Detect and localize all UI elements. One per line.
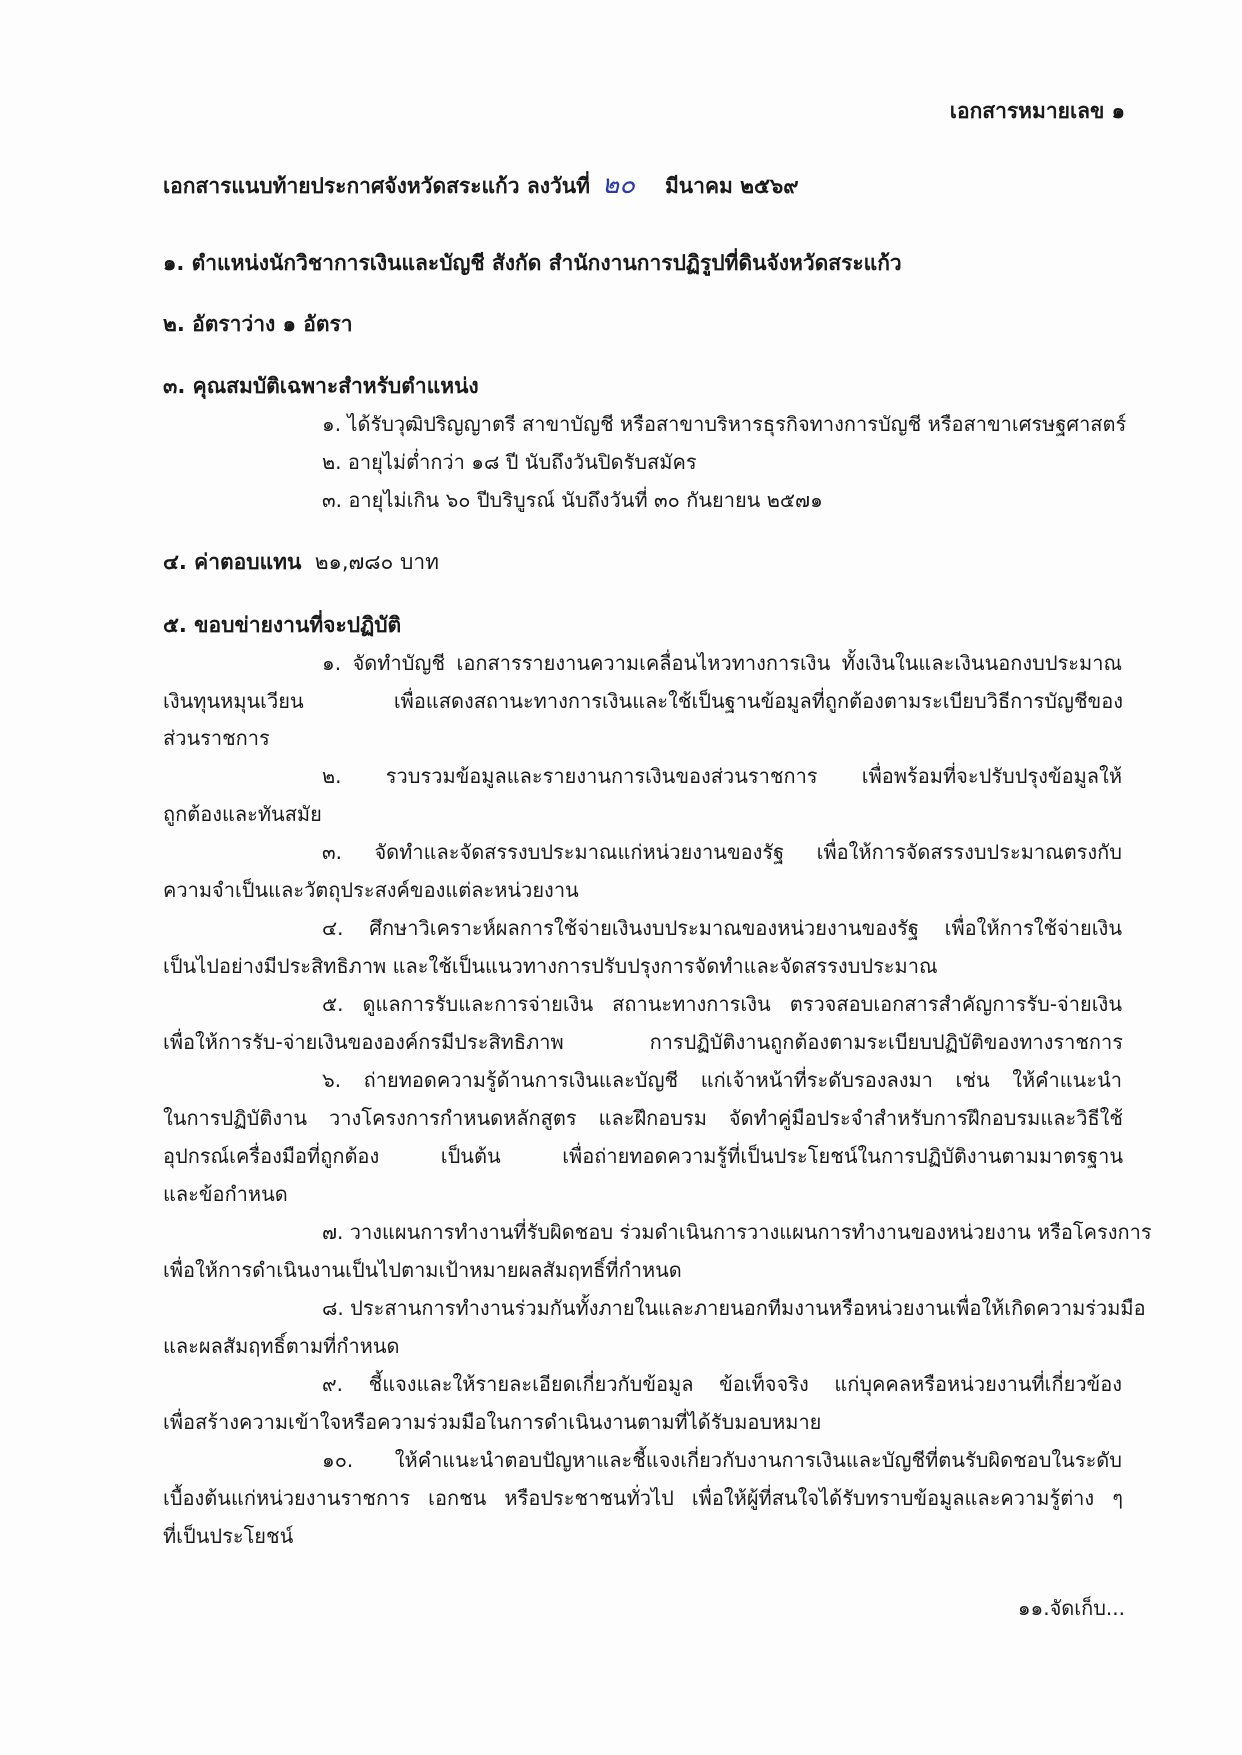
scope-item-3	[322, 837, 1122, 867]
scope-item-9	[322, 1369, 1122, 1399]
scope-item-7-cont: เพื่อให้การดำเนินงานเป็นไปตามเป้าหมายผลสัมฤทธิ์ที่กำหนด	[163, 1258, 682, 1282]
scope-item-text: ๗. วางแผนการทำงานที่รับผิดชอบ ร่วมดำเนินการวางแผนการทำงานของหน่วยงาน หรือโครงการ	[322, 1220, 1152, 1244]
scope-item-4	[322, 913, 1122, 943]
scope-item-text: ๒. รวบรวมข้อมูลและรายงานการเงินของส่วนราชการ เพื่อพร้อมที่จะปรับปรุงข้อมูลให้	[322, 764, 1122, 788]
scope-item-text: อุปกรณ์เครื่องมือที่ถูกต้อง เป็นต้น เพื่อถ่ายทอดความรู้ที่เป็นประโยชน์ในการปฏิบัติงานตามมาตรฐาน	[163, 1144, 1123, 1168]
scope-item-6	[322, 1065, 1122, 1095]
scope-item-5	[322, 989, 1122, 1019]
scope-item-text: ๔. ศึกษาวิเคราะห์ผลการใช้จ่ายเงินงบประมาณของหน่วยงานของรัฐ เพื่อให้การใช้จ่ายเงิน	[322, 916, 1122, 940]
section-3-qualifications: ๓. คุณสมบัติเฉพาะสำหรับตำแหน่ง	[163, 374, 479, 398]
qualification-item: ๑. ได้รับวุฒิปริญญาตรี สาขาบัญชี หรือสาขาบริหารธุรกิจทางการบัญชี หรือสาขาเศรษฐศาสตร์	[322, 412, 1127, 436]
section-5-scope: ๕. ขอบข่ายงานที่จะปฏิบัติ	[163, 613, 402, 637]
scope-item-text: ในการปฏิบัติงาน วางโครงการกำหนดหลักสูตร และฝึกอบรม จัดทำคู่มือประจำสำหรับการฝึกอบรมและวิธีใช้	[163, 1106, 1123, 1130]
scope-item-2	[322, 761, 1122, 791]
document-number: เอกสารหมายเลข ๑	[949, 99, 1125, 123]
scope-item-4-cont: เป็นไปอย่างมีประสิทธิภาพ และใช้เป็นแนวทางการปรับปรุงการจัดทำและจัดสรรงบประมาณ	[163, 954, 938, 978]
scope-item-text: ๖. ถ่ายทอดความรู้ด้านการเงินและบัญชี แก่เจ้าหน้าที่ระดับรองลงมา เช่น ให้คำแนะนำ	[322, 1068, 1122, 1092]
scope-item-text: ๙. ชี้แจงและให้รายละเอียดเกี่ยวกับข้อมูล ข้อเท็จจริง แก่บุคคลหรือหน่วยงานที่เกี่ยวข้อง	[322, 1372, 1122, 1396]
scope-item-2-cont: ถูกต้องและทันสมัย	[163, 802, 322, 826]
handwritten-day: ๒๐	[601, 170, 635, 200]
scope-item-text: ๕. ดูแลการรับและการจ่ายเงิน สถานะทางการเงิน ตรวจสอบเอกสารสำคัญการรับ-จ่ายเงิน	[322, 992, 1122, 1016]
attachment-title-suffix: มีนาคม ๒๕๖๙	[664, 174, 799, 198]
scope-item-10-cont: ที่เป็นประโยชน์	[163, 1524, 294, 1548]
qualification-item: ๒. อายุไม่ต่ำกว่า ๑๘ ปี นับถึงวันปิดรับสมัคร	[322, 450, 697, 474]
scope-item-7	[322, 1217, 1152, 1247]
scope-item-1-cont: ส่วนราชการ	[163, 726, 270, 750]
attachment-title	[163, 170, 799, 201]
scope-item-6-cont: และข้อกำหนด	[163, 1182, 288, 1206]
scope-item-8	[322, 1293, 1146, 1323]
scope-item-6-cont	[163, 1141, 1123, 1171]
scope-item-8-cont: และผลสัมฤทธิ์ตามที่กำหนด	[163, 1334, 400, 1358]
scope-item-text: ๓. จัดทำและจัดสรรงบประมาณแก่หน่วยงานของรัฐ เพื่อให้การจัดสรรงบประมาณตรงกับ	[322, 840, 1122, 864]
scope-item-5-cont	[163, 1027, 1123, 1057]
page-continuation: ๑๑.จัดเก็บ...	[1017, 1596, 1125, 1620]
scope-item-1-cont	[163, 686, 1123, 716]
section-4-compensation	[163, 547, 439, 577]
scope-item-10	[322, 1445, 1122, 1475]
scope-item-1	[322, 648, 1122, 678]
section-2-vacancy: ๒. อัตราว่าง ๑ อัตรา	[163, 312, 353, 336]
section-1-position: ๑. ตำแหน่งนักวิชาการเงินและบัญชี สังกัด สำนักงานการปฏิรูปที่ดินจังหวัดสระแก้ว	[163, 251, 902, 275]
scope-item-text: เพื่อให้การรับ-จ่ายเงินขององค์กรมีประสิทธิภาพ การปฏิบัติงานถูกต้องตามระเบียบปฏิบัติของทางราชการ	[163, 1030, 1123, 1054]
scope-item-text: เบื้องต้นแก่หน่วยงานราชการ เอกชน หรือประชาชนทั่วไป เพื่อให้ผู้ที่สนใจได้รับทราบข้อมูลและความรู้ต่าง ๆ	[163, 1486, 1123, 1510]
compensation-label: ๔. ค่าตอบแทน	[163, 550, 302, 574]
compensation-value: ๒๑,๗๘๐ บาท	[314, 550, 440, 574]
qualification-item: ๓. อายุไม่เกิน ๖๐ ปีบริบูรณ์ นับถึงวันที่ ๓๐ กันยายน ๒๕๗๑	[322, 488, 823, 512]
scope-item-3-cont: ความจำเป็นและวัตถุประสงค์ของแต่ละหน่วยงาน	[163, 878, 579, 902]
scope-item-text: ๘. ประสานการทำงานร่วมกันทั้งภายในและภายนอกทีมงานหรือหน่วยงานเพื่อให้เกิดความร่วมมือ	[322, 1296, 1146, 1320]
scope-item-9-cont: เพื่อสร้างความเข้าใจหรือความร่วมมือในการดำเนินงานตามที่ได้รับมอบหมาย	[163, 1410, 822, 1434]
scope-item-text: ๑๐. ให้คำแนะนำตอบปัญหาและชี้แจงเกี่ยวกับงานการเงินและบัญชีที่ตนรับผิดชอบในระดับ	[322, 1448, 1122, 1472]
scope-item-10-cont	[163, 1483, 1123, 1513]
scope-item-text: ๑. จัดทำบัญชี เอกสารรายงานความเคลื่อนไหวทางการเงิน ทั้งเงินในและเงินนอกงบประมาณ	[322, 651, 1122, 675]
attachment-title-prefix: เอกสารแนบท้ายประกาศจังหวัดสระแก้ว ลงวันที่	[163, 174, 590, 198]
scope-item-6-cont	[163, 1103, 1123, 1133]
scope-item-text: เงินทุนหมุนเวียน เพื่อแสดงสถานะทางการเงินและใช้เป็นฐานข้อมูลที่ถูกต้องตามระเบียบวิธีการบัญชีของ	[163, 689, 1123, 713]
